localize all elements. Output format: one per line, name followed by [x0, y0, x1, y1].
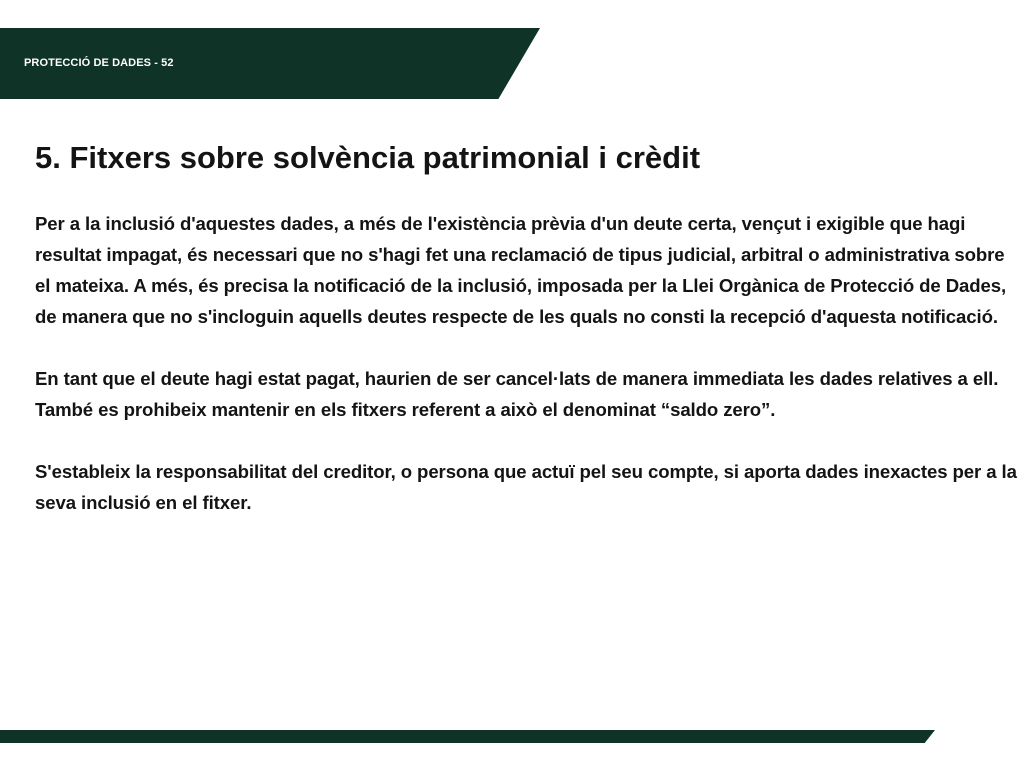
- header-label: PROTECCIÓ DE DADES - 52: [24, 57, 174, 69]
- paragraph-debt-paid: En tant que el deute hagi estat pagat, haurien de ser cancel·lats de manera immediata les dades relatives a ell. També es prohibeix mantenir en els fitxers referent a això el denominat “saldo zero”.: [35, 368, 999, 420]
- slide-title: 5. Fitxers sobre solvència patrimonial i crèdit: [35, 140, 701, 175]
- slide-content: [35, 138, 1020, 518]
- paragraph-debt-requirements: Per a la inclusió d'aquestes dades, a més de l'existència prèvia d'un deute certa, vençut i exigible que hagi resultat impagat, és necessari que no s'hagi fet una reclamació de tipus judicial, arbitral o administrativa sobre el mateixa. A més, és precisa la notificació de la inclusió, imposada per la Llei Orgànica de Protecció de Dades, de manera que no s'incloguin aquells deutes respecte de les quals no consti la recepció d'aquesta notificació.: [35, 213, 1007, 327]
- paragraph-creditor-responsibility: S'estableix la responsabilitat del creditor, o persona que actuï pel seu compte, si aporta dades inexactes per a la seva inclusió en el fitxer.: [35, 461, 1017, 513]
- footer-bar: [0, 730, 935, 743]
